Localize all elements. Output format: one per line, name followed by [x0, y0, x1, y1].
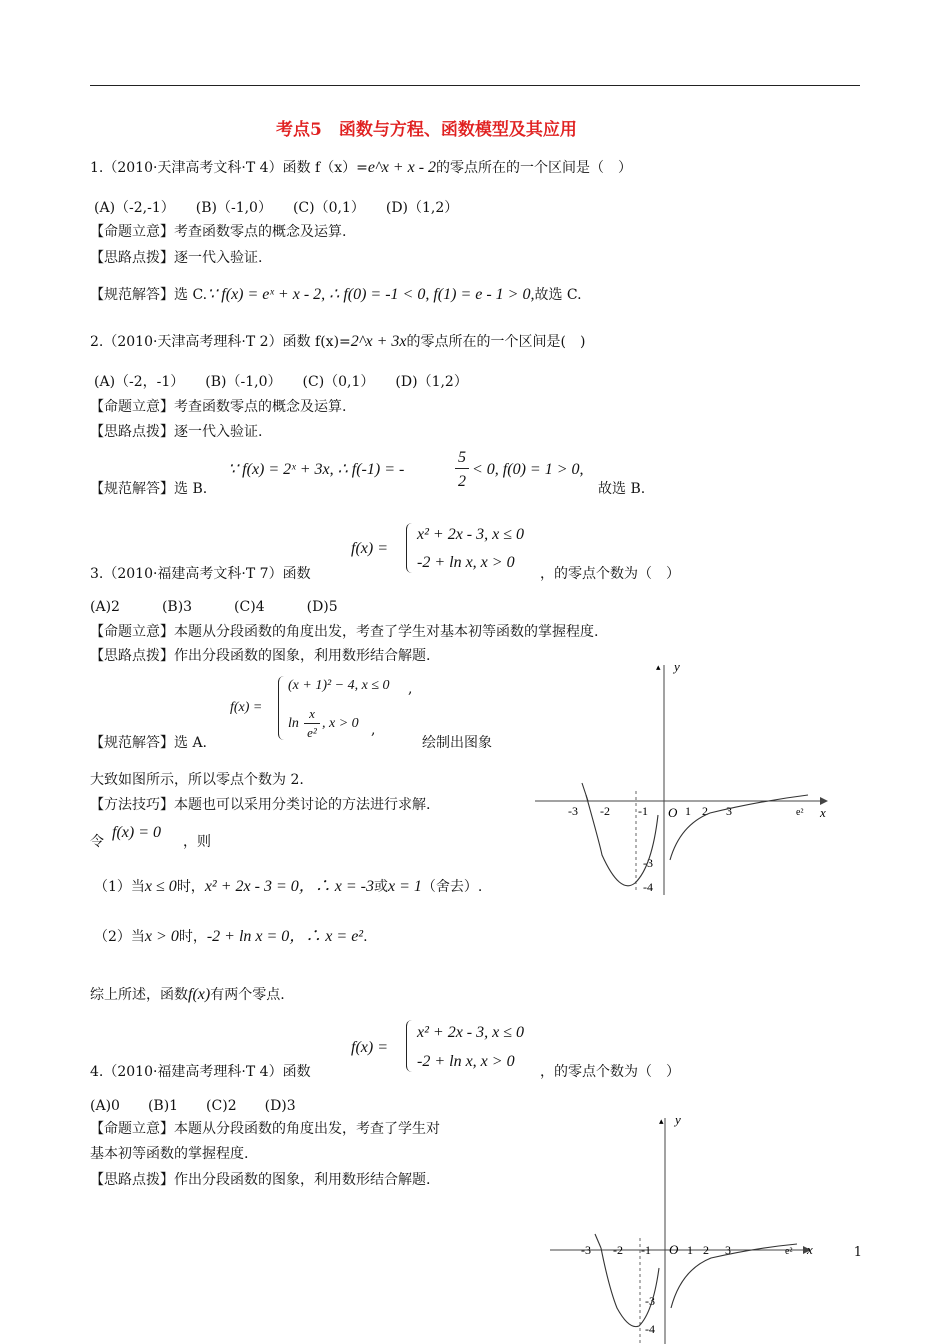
- curve-left-top: [582, 783, 588, 801]
- tick-3: 3: [726, 804, 732, 818]
- q3-silu: 【思路点拨】作出分段函数的图象，利用数形结合解题.: [90, 648, 431, 664]
- q2-jieda-expr-a: ∵ f(x) = 2ˣ + 3x, ∴ f(-1) = -: [228, 461, 405, 478]
- page-number: 1: [853, 1245, 862, 1260]
- q4-graph: [545, 1108, 835, 1344]
- q3-jieda-label: 【规范解答】选 A.: [90, 735, 208, 751]
- header-rule: [90, 85, 860, 86]
- tick-3: 3: [725, 1243, 731, 1257]
- q1-silu: 【思路点拨】逐一代入验证.: [90, 250, 263, 266]
- q3-head: 3.（2010·福建高考文科·T 7）函数: [90, 566, 311, 582]
- curve-left-top: [595, 1234, 601, 1248]
- q4-head: 4.（2010·福建高考理科·T 4）函数: [90, 1064, 311, 1080]
- q2-silu: 【思路点拨】逐一代入验证.: [90, 424, 263, 440]
- q1-head: 1.（2010·天津高考文科·T 4）函数 f（x）=e^x + x - 2的零点所在的一个区间是（ ）: [90, 159, 633, 176]
- y-label: y: [674, 659, 680, 674]
- x-label: x: [807, 1242, 813, 1257]
- q3-case1: x² + 2x - 3, x ≤ 0: [417, 526, 525, 543]
- q4-options: (A)0 (B)1 (C)2 (D)3: [90, 1098, 296, 1114]
- q3-case2b-ln: ln: [288, 716, 299, 731]
- q4-brace: [406, 1020, 415, 1072]
- q3-case2: -2 + ln x, x > 0: [417, 554, 515, 571]
- q1-expr: e^x + x - 2: [367, 159, 437, 176]
- q2-mingti: 【命题立意】考查函数零点的概念及运算.: [90, 399, 347, 415]
- x-label: x: [820, 805, 826, 820]
- q4-mingti-1: 【命题立意】本题从分段函数的角度出发，考查了学生对: [90, 1121, 440, 1137]
- q1-jieda-expr: ∵ f(x) = eˣ + x - 2, ∴ f(0) = -1 < 0, f(1) = e - 1 > 0,: [207, 286, 535, 303]
- tick-1: 1: [687, 1243, 693, 1257]
- q3-zong: 综上所述，函数f(x)有两个零点.: [90, 986, 285, 1003]
- q3-case2b-den: e²: [307, 725, 317, 740]
- tick-m3: -3: [581, 1243, 591, 1257]
- q1-jieda: 【规范解答】选 C.∵ f(x) = eˣ + x - 2, ∴ f(0) = -1 < 0, f(1) = e - 1 > 0,故选 C.: [90, 286, 582, 303]
- q1-options: (A)（-2,-1） (B)（-1,0） (C)（0,1） (D)（1,2）: [94, 200, 459, 216]
- y-label: y: [675, 1112, 681, 1127]
- q3-tail: ，的零点个数为（ ）: [540, 566, 680, 582]
- q3-ling-tail: ，则: [183, 834, 211, 850]
- ytick-m4: -4: [643, 880, 653, 894]
- q2-jieda-expr-b: < 0, f(0) = 1 > 0,: [472, 461, 584, 478]
- q2-expr: 2^x + 3x: [350, 333, 407, 350]
- ytick-m3: -3: [645, 1294, 655, 1308]
- q3-brace-b: [278, 676, 287, 740]
- q2-frac-bar: [455, 468, 469, 469]
- q3-case2-line: （2）当x > 0时，-2 + ln x = 0，∴ x = e².: [94, 928, 368, 945]
- q3-ling-expr: f(x) = 0: [112, 824, 161, 841]
- tick-m2: -2: [613, 1243, 623, 1257]
- q3-comma-a: ,: [408, 681, 413, 697]
- q3-comma-b: ,: [371, 722, 376, 738]
- q3-zong-fx: f(x): [188, 986, 211, 1003]
- q4-fx: f(x) =: [351, 1039, 388, 1056]
- q2-frac-num: 5: [458, 449, 466, 466]
- x-axis-arrow: [820, 797, 828, 805]
- q4-tail: ，的零点个数为（ ）: [540, 1064, 680, 1080]
- q3-ling: 令: [90, 834, 104, 850]
- q4-case2: -2 + ln x, x > 0: [417, 1053, 515, 1070]
- q2-options: (A)（-2，-1） (B)（-1,0） (C)（0,1） (D)（1,2）: [94, 374, 468, 390]
- tick-m2: -2: [600, 804, 610, 818]
- q3-case2b-num: x: [309, 706, 315, 721]
- q4-silu: 【思路点拨】作出分段函数的图象，利用数形结合解题.: [90, 1172, 431, 1188]
- q3-case1-line: （1）当x ≤ 0时，x² + 2x - 3 = 0，∴ x = -3或x = 1（舍去）.: [94, 878, 483, 895]
- q2-jieda-tail: 故选 B.: [598, 481, 646, 497]
- tick-1: 1: [685, 804, 691, 818]
- curve-left: [601, 1248, 659, 1327]
- tick-2: 2: [702, 804, 708, 818]
- tick-m1: -1: [641, 1243, 651, 1257]
- q3-case1b: (x + 1)² − 4, x ≤ 0: [288, 678, 390, 693]
- origin-label: O: [668, 805, 678, 820]
- q3-case2b-bar: [304, 723, 320, 724]
- q2-jieda-label: 【规范解答】选 B.: [90, 481, 208, 497]
- q2-head: 2.（2010·天津高考理科·T 2）函数 f(x)=2^x + 3x的零点所在的一个区间是( ): [90, 333, 586, 350]
- y-arrow-mark: ▴: [659, 1116, 664, 1126]
- q3-approx: 大致如图所示，所以零点个数为 2.: [90, 772, 304, 788]
- tick-m3: -3: [568, 804, 578, 818]
- q3-case2b-tail: , x > 0: [322, 716, 359, 731]
- tick-2: 2: [703, 1243, 709, 1257]
- q2-frac-den: 2: [458, 473, 466, 490]
- ytick-m4: -4: [645, 1322, 655, 1336]
- y-arrow-mark: ▴: [656, 662, 661, 672]
- ytick-m3: -3: [643, 856, 653, 870]
- origin-label: O: [669, 1242, 679, 1257]
- q4-case1: x² + 2x - 3, x ≤ 0: [417, 1024, 525, 1041]
- q3-fangfa: 【方法技巧】本题也可以采用分类讨论的方法进行求解.: [90, 797, 431, 813]
- tick-m1: -1: [638, 804, 648, 818]
- q3-brace: [406, 523, 415, 573]
- q4-mingti-2: 基本初等函数的掌握程度.: [90, 1146, 249, 1162]
- q3-mingti: 【命题立意】本题从分段函数的角度出发，考查了学生对基本初等函数的掌握程度.: [90, 624, 599, 640]
- tick-e2: e²: [796, 807, 804, 818]
- tick-e2: e²: [785, 1246, 793, 1257]
- q3-graph: [530, 655, 840, 900]
- q3-draw: 绘制出图象: [422, 735, 492, 751]
- q3-fx-b: f(x) =: [230, 700, 263, 715]
- page-title: 考点5 函数与方程、函数模型及其应用: [276, 120, 577, 140]
- q3-options: (A)2 (B)3 (C)4 (D)5: [90, 599, 338, 615]
- q3-fx: f(x) =: [351, 540, 388, 557]
- q1-mingti: 【命题立意】考查函数零点的概念及运算.: [90, 224, 347, 240]
